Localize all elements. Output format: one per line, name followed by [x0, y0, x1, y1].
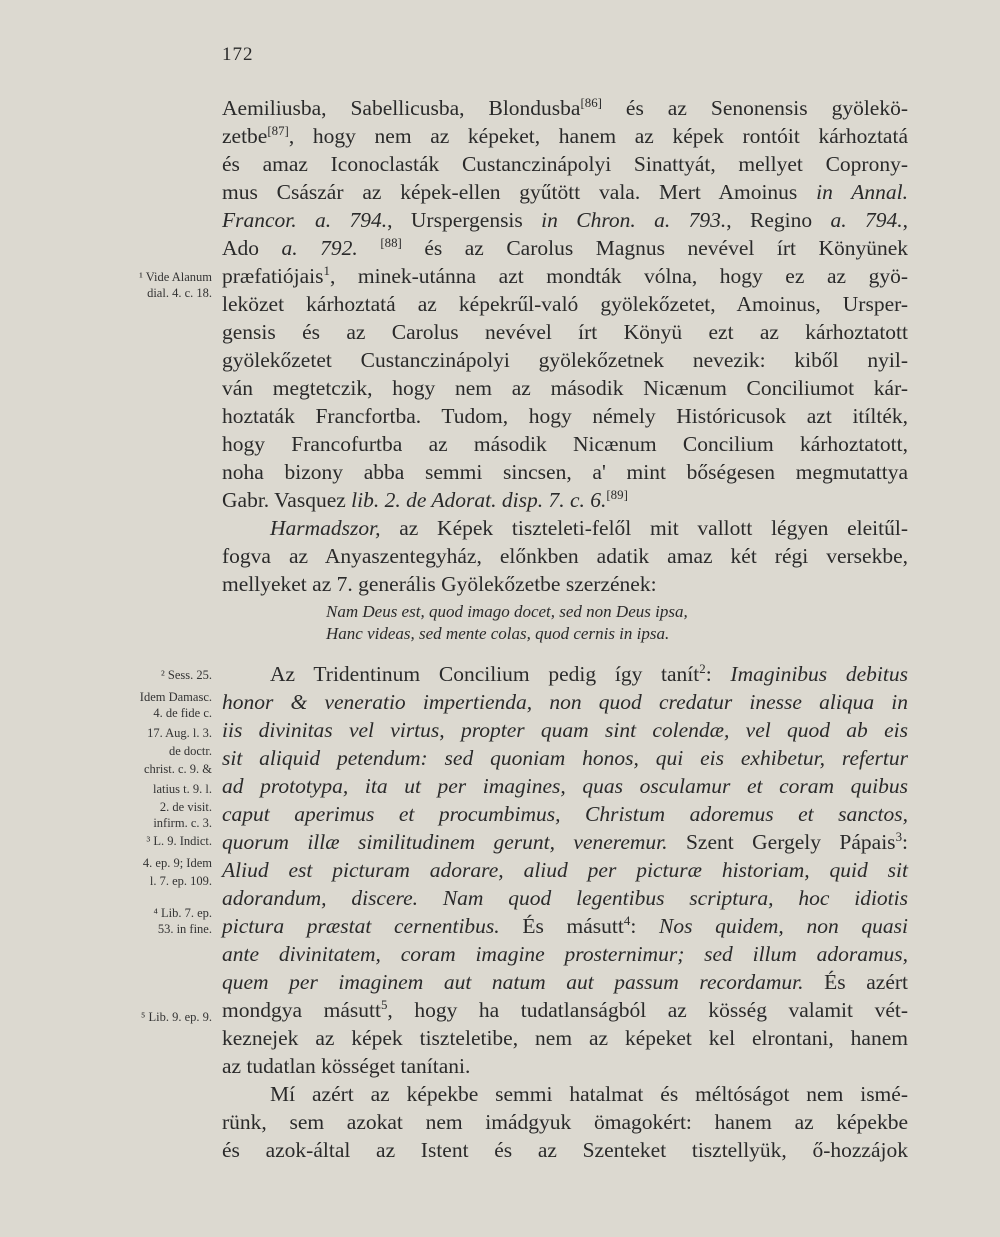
- verse-line: Nam Deus est, quod imago docet, sed non Deus ipsa,: [326, 602, 688, 621]
- body-line: Aliud est picturam adorare, aliud per picturæ historiam, quid sit: [222, 858, 908, 882]
- body-line: ad prototypa, ita ut per imagines, quas osculamur et coram quibus: [222, 774, 908, 798]
- body-line: hogy Francofurtba az második Nicænum Concilium kárhoztatott,: [222, 432, 908, 456]
- margin-note: christ. c. 9. &: [143, 762, 212, 776]
- margin-note: ⁴ Lib. 7. ep.: [153, 906, 212, 920]
- margin-note: ¹ Vide Alanum: [139, 270, 212, 284]
- body-line: zetbe[87], hogy nem az képeket, hanem az képek rontóit kárhoztatá: [222, 123, 908, 148]
- body-line: keznejek az képek tiszteletibe, nem az képeket kel elrontani, hanem: [222, 1026, 908, 1050]
- body-line: rünk, sem azokat nem imádgyuk ömagokért: hanem az képekbe: [222, 1110, 908, 1134]
- footnote-marker: 5: [380, 997, 388, 1012]
- body-line: Gabr. Vasquez lib. 2. de Adorat. disp. 7. c. 6.[89]: [222, 487, 628, 512]
- body-line: gyölekőzetet Custanczinápolyi gyölekőzetnek nevezik: kiből nyil-: [222, 348, 908, 372]
- margin-note: 4. ep. 9; Idem: [142, 856, 212, 870]
- margin-note: ⁵ Lib. 9. ep. 9.: [140, 1010, 212, 1024]
- body-line: præfatiójais$^1$, minek-utánna azt mondták vólna, hogy ez az gyö-: [222, 263, 908, 288]
- footnote-marker: [89]: [606, 487, 628, 502]
- margin-note: dial. 4. c. 18.: [147, 286, 212, 300]
- body-line: gensis és az Carolus nevével írt Könyü ezt az kárhoztatott: [222, 320, 908, 344]
- body-line: ante divinitatem, coram imagine prosternimur; sed illum adoramus,: [222, 942, 908, 966]
- body-line: leközet kárhoztatá az képekrűl-való gyölekőzetet, Amoinus, Ursper-: [222, 292, 908, 316]
- body-line: az tudatlan kösséget tanítani.: [222, 1054, 471, 1078]
- body-line: hoztaták Francfortba. Tudom, hogy némely Históricusok azt itílték,: [222, 404, 908, 428]
- body-line: és amaz Iconoclasták Custanczinápolyi Sinattyát, mellyet Coprony-: [222, 152, 908, 176]
- body-line: honor & veneratio impertienda, non quod credatur inesse aliqua in: [222, 690, 908, 714]
- body-line: ván megtetczik, hogy nem az második Nicænum Conciliumot kár-: [222, 376, 908, 400]
- page-number: 172: [222, 44, 254, 65]
- body-line: Mí azért az képekbe semmi hatalmat és méltóságot nem ismé-: [270, 1082, 908, 1106]
- body-line: quorum illæ similitudinem gerunt, veneremur. Szent Gergely Pápais$^3$:: [222, 829, 908, 854]
- body-line: mondgya másutt$^5$, hogy ha tudatlanságból az kösség valamit vét-: [222, 997, 908, 1022]
- margin-note: Idem Damasc.: [139, 690, 212, 704]
- footnote-marker: 4: [623, 913, 631, 928]
- body-line: Az Tridentinum Concilium pedig így tanít$^2$: Imaginibus debitus: [270, 661, 908, 686]
- body-line: Harmadszor, az Képek tiszteleti-felől mit vallott légyen eleitűl-: [270, 516, 908, 540]
- body-line: mus Császár az képek-ellen gyűtött vala. Mert Amoinus in Annal.: [222, 180, 908, 204]
- body-line: Francor. a. 794., Urspergensis in Chron. a. 793., Regino a. 794.,: [222, 208, 909, 232]
- body-line: caput aperimus et procumbimus, Christum adoremus et sanctos,: [222, 802, 908, 826]
- footnote-marker: 1: [323, 263, 330, 278]
- margin-note: ² Sess. 25.: [161, 668, 212, 682]
- body-line: Ado a. 792. [88] és az Carolus Magnus nevével írt Könyünek: [222, 235, 909, 260]
- body-line: mellyeket az 7. generális Gyölekőzetbe szerzének:: [222, 572, 657, 596]
- body-line: és azok-által az Istent és az Szenteket tisztellyük, ő-hozzájok: [222, 1138, 908, 1162]
- margin-note: 2. de visit.: [159, 800, 212, 814]
- footnote-marker: 2: [699, 661, 706, 676]
- verse-line: Hanc videas, sed mente colas, quod cernis in ipsa.: [326, 624, 670, 643]
- margin-note: 17. Aug. l. 3.: [147, 726, 212, 740]
- margin-note: 53. in fine.: [157, 922, 212, 936]
- body-line: Aemiliusba, Sabellicusba, Blondusba[86] és az Senonensis gyölekö-: [222, 95, 909, 120]
- footnote-marker: 3: [895, 829, 903, 844]
- body-line: fogva az Anyaszentegyház, előnkben adatik amaz két régi versekbe,: [222, 544, 908, 568]
- body-line: iis divinitas vel virtus, propter quam sint colendæ, vel quod ab eis: [222, 718, 908, 742]
- margin-note: l. 7. ep. 109.: [149, 874, 212, 888]
- body-line: adorandum, discere. Nam quod legentibus scriptura, hoc idiotis: [222, 886, 908, 910]
- footnote-marker: [87]: [267, 123, 289, 138]
- footnote-marker: [86]: [580, 95, 602, 110]
- footnote-marker: [88]: [380, 235, 402, 250]
- body-line: noha bizony abba semmi sincsen, a' mint bőségesen megmutattya: [222, 460, 908, 484]
- margin-note: 4. de fide c.: [153, 706, 212, 720]
- margin-note: latius t. 9. l.: [152, 782, 212, 796]
- body-line: quem per imaginem aut natum aut passum recordamur. És azért: [222, 970, 908, 994]
- margin-note: de doctr.: [168, 744, 212, 758]
- margin-note: ³ L. 9. Indict.: [146, 834, 212, 848]
- body-line: sit aliquid petendum: sed quoniam honos, qui eis exhibetur, refertur: [222, 746, 908, 770]
- margin-note: infirm. c. 3.: [153, 816, 212, 830]
- body-line: pictura præstat cernentibus. És másutt$^4$: Nos quidem, non quasi: [222, 913, 908, 938]
